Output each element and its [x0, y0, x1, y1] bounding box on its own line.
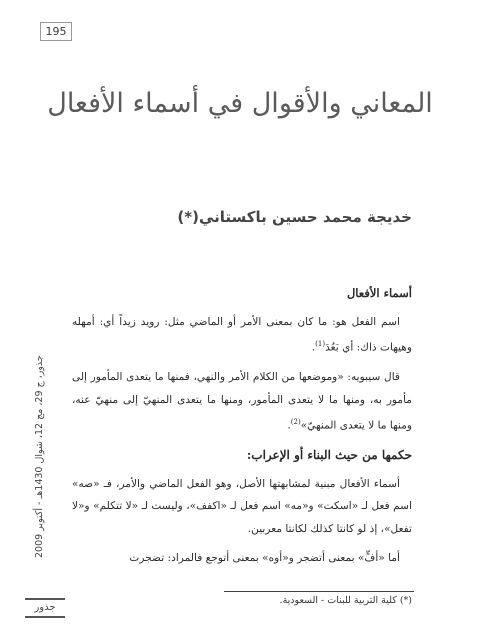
paragraph-2: قال سيبويه: «وموضعها من الكلام الأمر والنهي، فمنها ما يتعدى المأمور إلى مأمور به، ومنها ما لا يتعدى المأمور، ومنها ما يتعدى المنهيّ إلى منهيّ عنه، ومنها ما لا يتعدى المنهيّ»$^{(2)}$.	[72, 371, 412, 432]
paragraph-1-text: اسم الفعل هو: ما كان بمعنى الأمر أو الماضي مثل: رويد زيداً أي: أمهله وهيهات ذاك: أي بَعُدَ	[72, 315, 412, 354]
footnote-ref-1: (1)	[315, 340, 326, 348]
journal-sidebar: جذور، ج 29، مج 12، شوال 1430هـ - أكتوبر 2009	[34, 355, 45, 558]
page-number: 195	[40, 22, 72, 41]
paragraph-4: أما «أفٍّ» بمعنى أتضجر و«أوه» بمعنى أتوجع فالمراد: تضجرت	[129, 552, 400, 565]
footnote-divider	[224, 591, 414, 592]
paragraph-3: أسماء الأفعال مبنية لمشابهتها الأصل، وهو الفعل الماضي والأمر، فـ «صه» اسم فعل لـ «اسكت» و«مه» اسم فعل لـ «اكفف»، وليست لـ «لا تتكلم» و«لا تفعل»، إذ لو كانتا كذلك لكانتا معربين.	[72, 477, 412, 535]
article-title: المعاني والأقوال في أسماء الأفعال	[47, 88, 433, 119]
journal-logo: جذور	[25, 598, 65, 618]
rule-heading: حكمها من حيث البناء أو الإعراب:	[246, 448, 412, 463]
article-body	[72, 282, 412, 577]
author-name: خديجة محمد حسين باكستاني(*)	[177, 208, 412, 226]
footnote: (*) كلية التربية للبنات - السعودية.	[279, 595, 412, 606]
section-heading: أسماء الأفعال	[346, 286, 412, 300]
paragraph-2-text: قال سيبويه: «وموضعها من الكلام الأمر والنهي، فمنها ما يتعدى المأمور إلى مأمور به، ومنها ما لا يتعدى المأمور، ومنها ما يتعدى المنهيّ إلى منهيّ عنه، ومنها ما لا يتعدى المنهيّ»	[72, 371, 412, 432]
paragraph-1: اسم الفعل هو: ما كان بمعنى الأمر أو الماضي مثل: رويد زيداً أي: أمهله وهيهات ذاك: أي بَعُدَ$^{(1)}$.	[72, 315, 412, 354]
footnote-ref-2: (2)	[290, 418, 301, 427]
